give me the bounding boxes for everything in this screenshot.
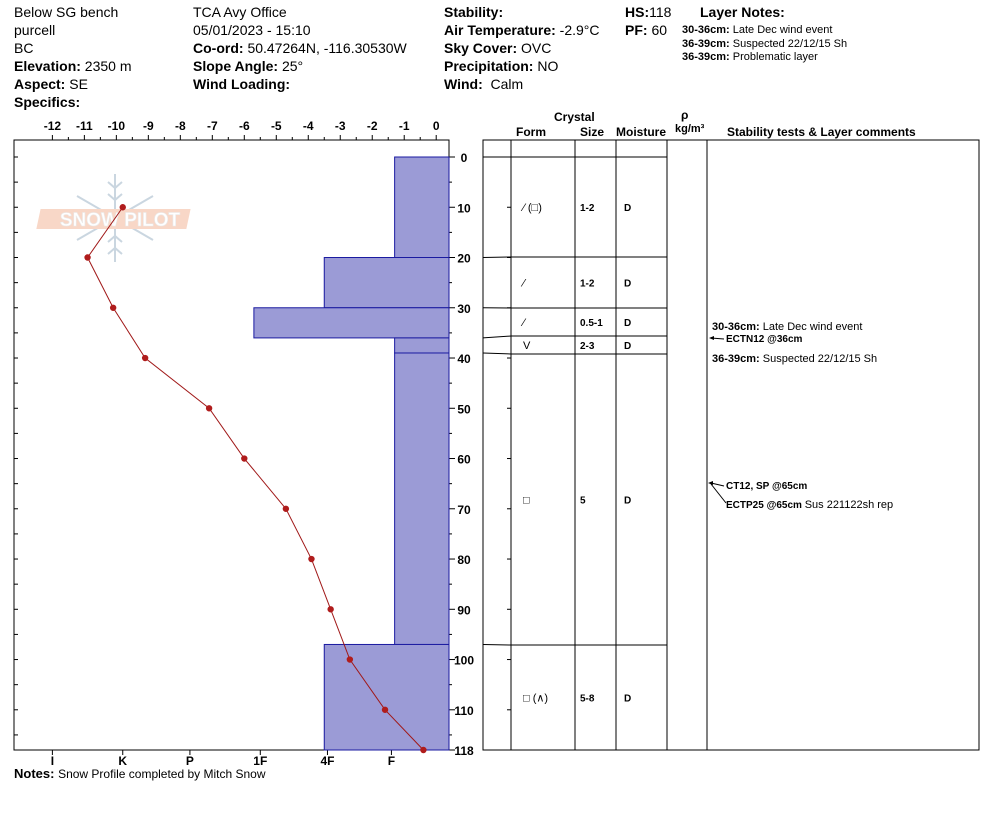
layer-size: 5-8: [580, 693, 595, 705]
temp-tick-label: -11: [76, 119, 93, 133]
layer-note-3: 36-39cm: Problematic layer: [682, 51, 818, 63]
comment-arrowhead: [708, 481, 713, 485]
temperature-point: [120, 204, 126, 210]
temp-tick-label: -9: [143, 119, 154, 133]
temp-tick-label: -10: [107, 119, 126, 133]
temperature-point: [110, 305, 116, 311]
temp-tick-label: 0: [432, 119, 440, 133]
layer-boundary-connector: [483, 336, 511, 338]
wind: Wind: Calm: [444, 76, 524, 92]
temperature-point: [420, 747, 426, 753]
layer-moisture: D: [624, 693, 632, 705]
layer-boundary-connector: [483, 644, 511, 645]
stability: Stability:: [444, 4, 504, 20]
temperature-point: [382, 707, 388, 713]
layer-moisture: D: [624, 278, 632, 290]
layer-size: 1-2: [580, 203, 595, 214]
snowpilot-logo: [36, 174, 190, 262]
layer-moisture: D: [624, 495, 632, 507]
aspect: Aspect: SE: [14, 76, 88, 92]
moisture-header: Moisture: [616, 125, 667, 139]
specifics: Specifics:: [14, 94, 81, 110]
air-temperature: Air Temperature: -2.9°C: [444, 22, 600, 38]
layer-boundary-connector: [483, 257, 511, 258]
comments-header: Stability tests & Layer comments: [727, 125, 916, 139]
layer-moisture: D: [624, 341, 632, 352]
elevation: Elevation: 2350 m: [14, 58, 132, 74]
layer-form: □ (∧): [523, 692, 549, 705]
temperature-point: [142, 355, 148, 361]
temperature-point: [84, 254, 90, 260]
hardness-bar: [254, 308, 449, 338]
temp-tick-label: -4: [302, 119, 314, 133]
comment-layer-30-36: 30-36cm: Late Dec wind event: [712, 321, 863, 333]
temp-tick-label: -7: [206, 119, 218, 133]
form-header: Form: [516, 125, 546, 139]
depth-tick-label: 90: [457, 603, 471, 618]
layer-size: 0.5-1: [580, 318, 603, 329]
region-name: BC: [14, 40, 34, 56]
coordinates: Co-ord: 50.47264N, -116.30530W: [193, 40, 407, 56]
size-header: Size: [580, 125, 605, 139]
temperature-point: [327, 606, 333, 612]
layer-form: ⁄: [523, 317, 525, 329]
depth-tick-label: 10: [457, 201, 471, 216]
hardness-bar: [395, 353, 449, 644]
depth-tick-label: 60: [457, 452, 471, 467]
depth-tick-label: 50: [457, 402, 471, 417]
hardness-bar: [324, 644, 449, 750]
density-unit: kg/m³: [675, 123, 705, 135]
hardness-tick-label: P: [185, 754, 194, 768]
temperature-point: [206, 405, 212, 411]
depth-tick-label: 40: [457, 352, 471, 367]
density-symbol: ρ: [681, 108, 689, 122]
sky-cover: Sky Cover: OVC: [444, 40, 552, 56]
layer-form: V: [523, 340, 531, 352]
precipitation: Precipitation: NO: [444, 58, 559, 74]
temp-tick-label: -2: [366, 119, 378, 133]
layer-form: ⁄ (□): [523, 202, 542, 214]
comment-arrowhead: [709, 336, 714, 340]
depth-tick-label: 20: [457, 251, 471, 266]
crystal-header: Crystal: [554, 110, 595, 124]
depth-tick-label: 0: [460, 151, 468, 165]
observer: TCA Avy Office: [193, 4, 287, 20]
temperature-point: [308, 556, 314, 562]
depth-tick-label: 118: [454, 744, 474, 758]
notes: Notes: Snow Profile completed by Mitch Snow: [14, 766, 266, 781]
pf: PF: 60: [625, 22, 668, 38]
wind-loading: Wind Loading:: [193, 76, 291, 92]
comment-test-ct12: CT12, SP @65cm: [726, 481, 808, 492]
layer-form: ⁄: [523, 277, 525, 290]
layer-size: 2-3: [580, 341, 595, 352]
layer-moisture: D: [624, 203, 632, 214]
temperature-point: [347, 656, 353, 662]
temperature-point: [241, 455, 247, 461]
depth-tick-label: 110: [454, 703, 474, 718]
temp-tick-label: -12: [43, 119, 62, 133]
svg-text:SNOW PILOT: SNOW PILOT: [59, 210, 181, 231]
layer-note-1: 30-36cm: Late Dec wind event: [682, 24, 833, 36]
depth-tick-label: 80: [457, 553, 471, 568]
comment-test-ectp25: ECTP25 @65cm Sus 221122sh rep: [726, 499, 894, 511]
temp-tick-label: -3: [334, 119, 346, 133]
datetime: 05/01/2023 - 15:10: [193, 22, 311, 38]
temp-tick-label: -1: [398, 119, 410, 133]
temp-tick-label: -6: [238, 119, 250, 133]
layer-size: 5: [580, 495, 586, 507]
range-name: purcell: [14, 22, 56, 38]
hardness-bar: [395, 157, 449, 258]
hardness-tick-label: 4F: [320, 754, 335, 768]
depth-tick-label: 30: [457, 301, 471, 316]
layer-boundary-connector: [483, 353, 511, 354]
temp-tick-label: -8: [174, 119, 186, 133]
slope-angle: Slope Angle: 25°: [193, 58, 304, 74]
hardness-tick-label: F: [387, 754, 396, 768]
layer-note-2: 36-39cm: Suspected 22/12/15 Sh: [682, 38, 848, 50]
comment-layer-36-39: 36-39cm: Suspected 22/12/15 Sh: [712, 353, 878, 365]
depth-tick-label: 70: [457, 502, 471, 517]
depth-tick-label: 100: [453, 653, 475, 668]
layer-moisture: D: [624, 318, 632, 329]
layer-form: □: [523, 494, 530, 507]
comment-test-ectn12: ECTN12 @36cm: [726, 334, 803, 345]
hardness-tick-label: I: [50, 754, 55, 768]
hs: HS:118: [625, 4, 672, 20]
hardness-bar: [395, 338, 449, 353]
hardness-tick-label: 1F: [253, 754, 268, 768]
temp-tick-label: -5: [270, 119, 282, 133]
layer-table-frame: [483, 140, 979, 750]
hardness-tick-label: K: [118, 754, 128, 768]
comment-arrow: [711, 484, 726, 503]
hardness-bar: [324, 258, 449, 308]
temperature-point: [283, 506, 289, 512]
location-name: Below SG bench: [14, 4, 119, 20]
layer-size: 1-2: [580, 278, 595, 290]
layer-notes-title: Layer Notes:: [700, 4, 785, 20]
